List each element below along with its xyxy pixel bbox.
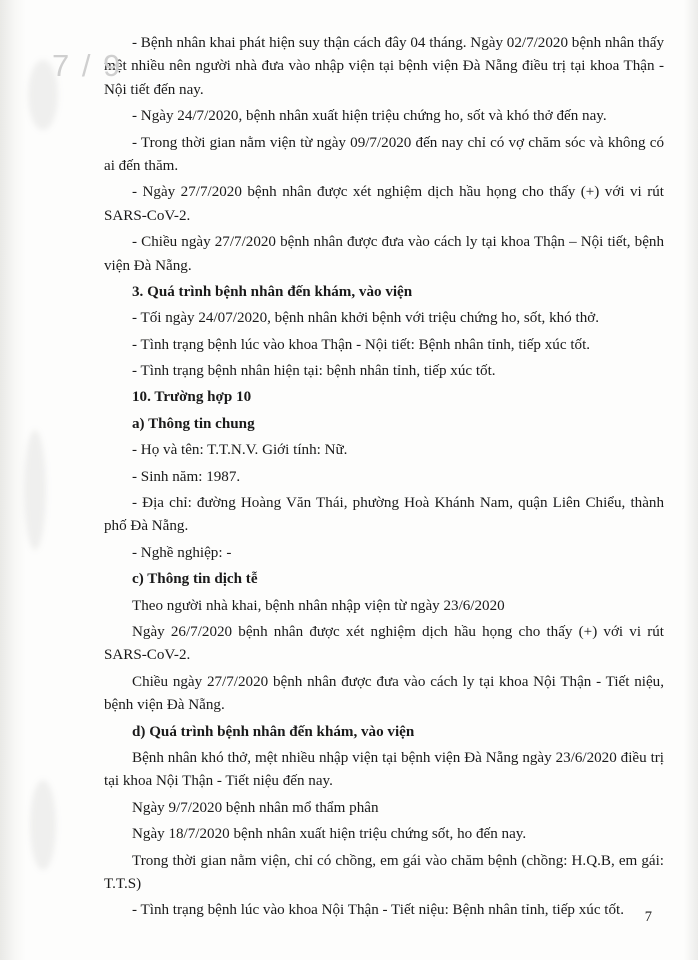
- paragraph: - Họ và tên: T.T.N.V. Giới tính: Nữ.: [132, 442, 348, 459]
- paragraph: - Trong thời gian nằm viện từ ngày 09/7/2020 đến nay chỉ có vợ chăm sóc và không có ai đến thăm.: [104, 134, 664, 174]
- paragraph: Bệnh nhân khó thở, mệt nhiều nhập viện tại bệnh viện Đà Nẵng ngày 23/6/2020 điều trị tại khoa Nội Thận - Tiết niệu đến nay.: [104, 749, 664, 790]
- paragraph: Ngày 26/7/2020 bệnh nhân được xét nghiệm dịch hầu họng cho thấy (+) với vi rút SARS-CoV-2.: [104, 623, 664, 664]
- paragraph: - Ngày 24/7/2020, bệnh nhân xuất hiện triệu chứng ho, sốt và khó thở đến nay.: [132, 108, 607, 125]
- section-heading: 3. Quá trình bệnh nhân đến khám, vào viện: [132, 283, 413, 300]
- paragraph: - Địa chỉ: đường Hoàng Văn Thái, phường Hoà Khánh Nam, quận Liên Chiểu, thành phố Đà Nẵng.: [104, 495, 664, 535]
- paragraph: Ngày 18/7/2020 bệnh nhân xuất hiện triệu chứng sốt, ho đến nay.: [132, 826, 527, 843]
- paragraph: - Ngày 27/7/2020 bệnh nhân được xét nghiệm dịch hầu họng cho thấy (+) với vi rút SARS-CoV-2.: [104, 184, 664, 224]
- scan-smudge: [24, 430, 46, 550]
- subsection-heading: c) Thông tin dịch tễ: [132, 571, 258, 588]
- paragraph: - Nghề nghiệp: -: [132, 544, 232, 561]
- document-body: [104, 32, 664, 926]
- subsection-heading: d) Quá trình bệnh nhân đến khám, vào viện: [132, 723, 415, 740]
- page-indicator-overlay: 7 / 9: [52, 48, 123, 83]
- paragraph: - Tình trạng bệnh lúc vào khoa Nội Thận - Tiết niệu: Bệnh nhân tỉnh, tiếp xúc tốt.: [132, 902, 625, 919]
- footer-page-number: 7: [644, 909, 652, 925]
- paragraph: Theo người nhà khai, bệnh nhân nhập viện từ ngày 23/6/2020: [132, 597, 505, 614]
- paragraph: - Sinh năm: 1987.: [132, 468, 241, 485]
- paragraph: Ngày 9/7/2020 bệnh nhân mổ thẩm phân: [132, 799, 379, 816]
- scan-smudge: [30, 780, 56, 870]
- paragraph: - Tối ngày 24/07/2020, bệnh nhân khởi bệnh với triệu chứng ho, sốt, khó thở.: [132, 310, 599, 327]
- paragraph: - Bệnh nhân khai phát hiện suy thận cách đây 04 tháng. Ngày 02/7/2020 bệnh nhân thấy mệt nhiều nên người nhà đưa vào nhập viện tại bệnh viện Đà Nẵng điều trị tại khoa Thận - Nội tiết đến nay.: [104, 35, 664, 98]
- paragraph: Trong thời gian nằm viện, chỉ có chồng, em gái vào chăm bệnh (chồng: H.Q.B, em gái: T.T.S): [104, 852, 664, 892]
- paragraph: Chiều ngày 27/7/2020 bệnh nhân được đưa vào cách ly tại khoa Nội Thận - Tiết niệu, bệnh viện Đà Nẵng.: [104, 673, 664, 714]
- subsection-heading: a) Thông tin chung: [132, 415, 255, 432]
- section-heading: 10. Trường hợp 10: [132, 389, 252, 406]
- paragraph: - Tình trạng bệnh lúc vào khoa Thận - Nội tiết: Bệnh nhân tỉnh, tiếp xúc tốt.: [132, 336, 591, 353]
- paragraph: - Tình trạng bệnh nhân hiện tại: bệnh nhân tỉnh, tiếp xúc tốt.: [132, 363, 496, 380]
- paragraph: - Chiều ngày 27/7/2020 bệnh nhân được đưa vào cách ly tại khoa Thận – Nội tiết, bệnh viện Đà Nẵng.: [104, 234, 664, 274]
